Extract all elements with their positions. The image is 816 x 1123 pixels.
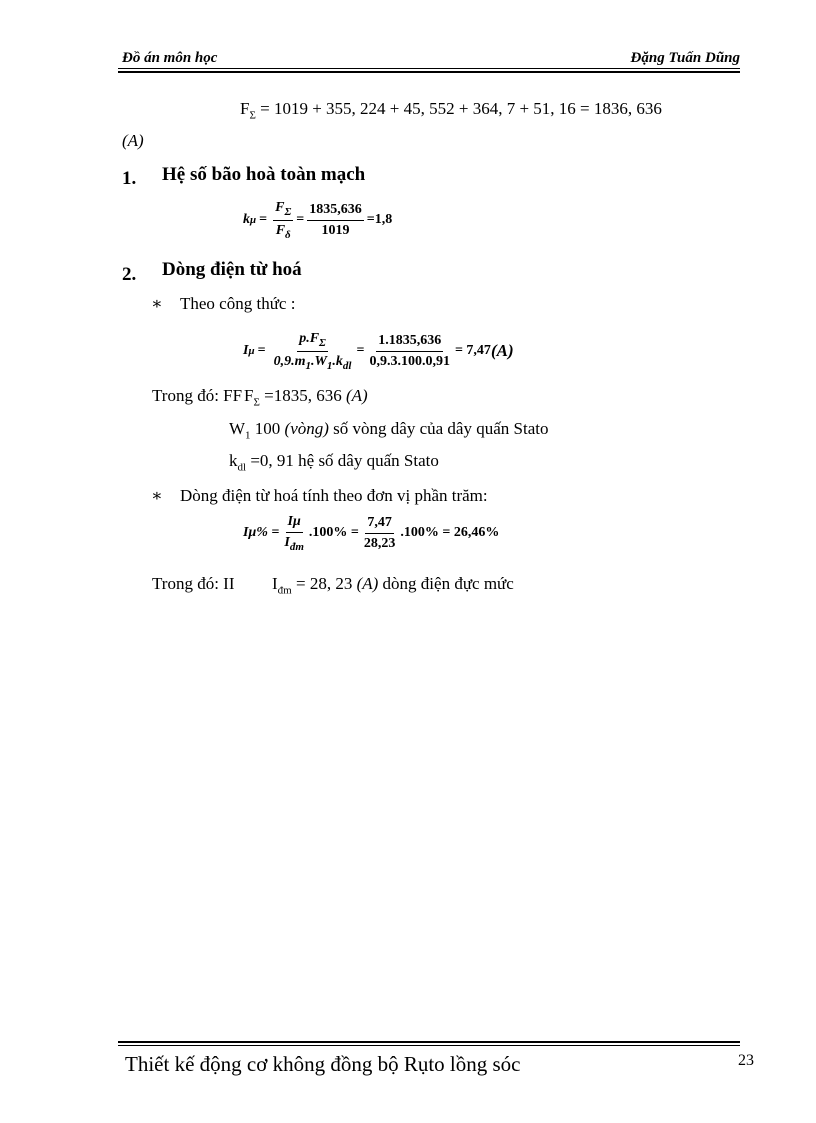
- header-rule-thin: [118, 68, 740, 69]
- page-number: 23: [738, 1052, 754, 1069]
- section-title-2: Dòng điện từ hoá: [162, 259, 302, 280]
- bullet-text-2: Dòng điện từ hoá tính theo đơn vị phần trăm:: [180, 486, 488, 505]
- saturation-equation: k μ = $\frac{F_\Sigma}{F_\delta}$ = $\frac{1835,636}{1019}$ =1,8: [243, 200, 393, 241]
- header-left: Đồ án môn học: [122, 50, 218, 66]
- where-f-line: $F_\Sigma =1835$, 636 (A): [244, 386, 368, 409]
- bullet-mark: ∗: [151, 294, 163, 313]
- where-w-line: $W_1$ 100 (vòng) số vòng dây của dây quấn Stato: [229, 419, 549, 442]
- footer-rule-thin: [118, 1045, 740, 1046]
- bullet-mark-2: ∗: [151, 486, 163, 505]
- percent-current-equation: Iμ% = $\frac{I\mu}{I_{đm}}$ .100% = $\frac{7,47}{28,23}$ .100% = 26,46%: [243, 514, 500, 553]
- magnetizing-current-equation: I μ = $\frac{p.F_\Sigma}{0,9.m_1.W_1.k_{dl}}$ = $\frac{1.1835,636}{0,9.3.100.0,91}$ = 7,47 (A): [243, 331, 514, 372]
- bullet-text: Theo công thức :: [180, 294, 296, 313]
- force-sum-equation: $F_\Sigma = 1019 + 355$, 224 + 45, 552 + 364, 7 + 51, 16 = 1836, 636: [240, 99, 662, 122]
- footer-title: Thiết kế động cơ không đồng bộ Rụto lồng sóc: [125, 1052, 521, 1076]
- header-rule-thick: [118, 71, 740, 73]
- section-title-1: Hệ số bão hoà toàn mạch: [162, 164, 366, 185]
- section-number-2: 2.: [122, 264, 137, 285]
- where-label-1: Trong đó: FF: [152, 386, 243, 405]
- where-i-line: $I_{đm} = 28$, 23 (A) dòng điện đực mức: [272, 574, 514, 597]
- where-k-line: $k_{dl} =0$, 91 hệ số dây quấn Stato: [229, 451, 439, 474]
- header-right: Đặng Tuấn Dũng: [630, 50, 740, 66]
- where-label-2: Trong đó: II: [152, 574, 235, 593]
- unit-ampere: (A): [122, 131, 144, 150]
- section-number-1: 1.: [122, 168, 137, 189]
- footer-rule-thick: [118, 1041, 740, 1043]
